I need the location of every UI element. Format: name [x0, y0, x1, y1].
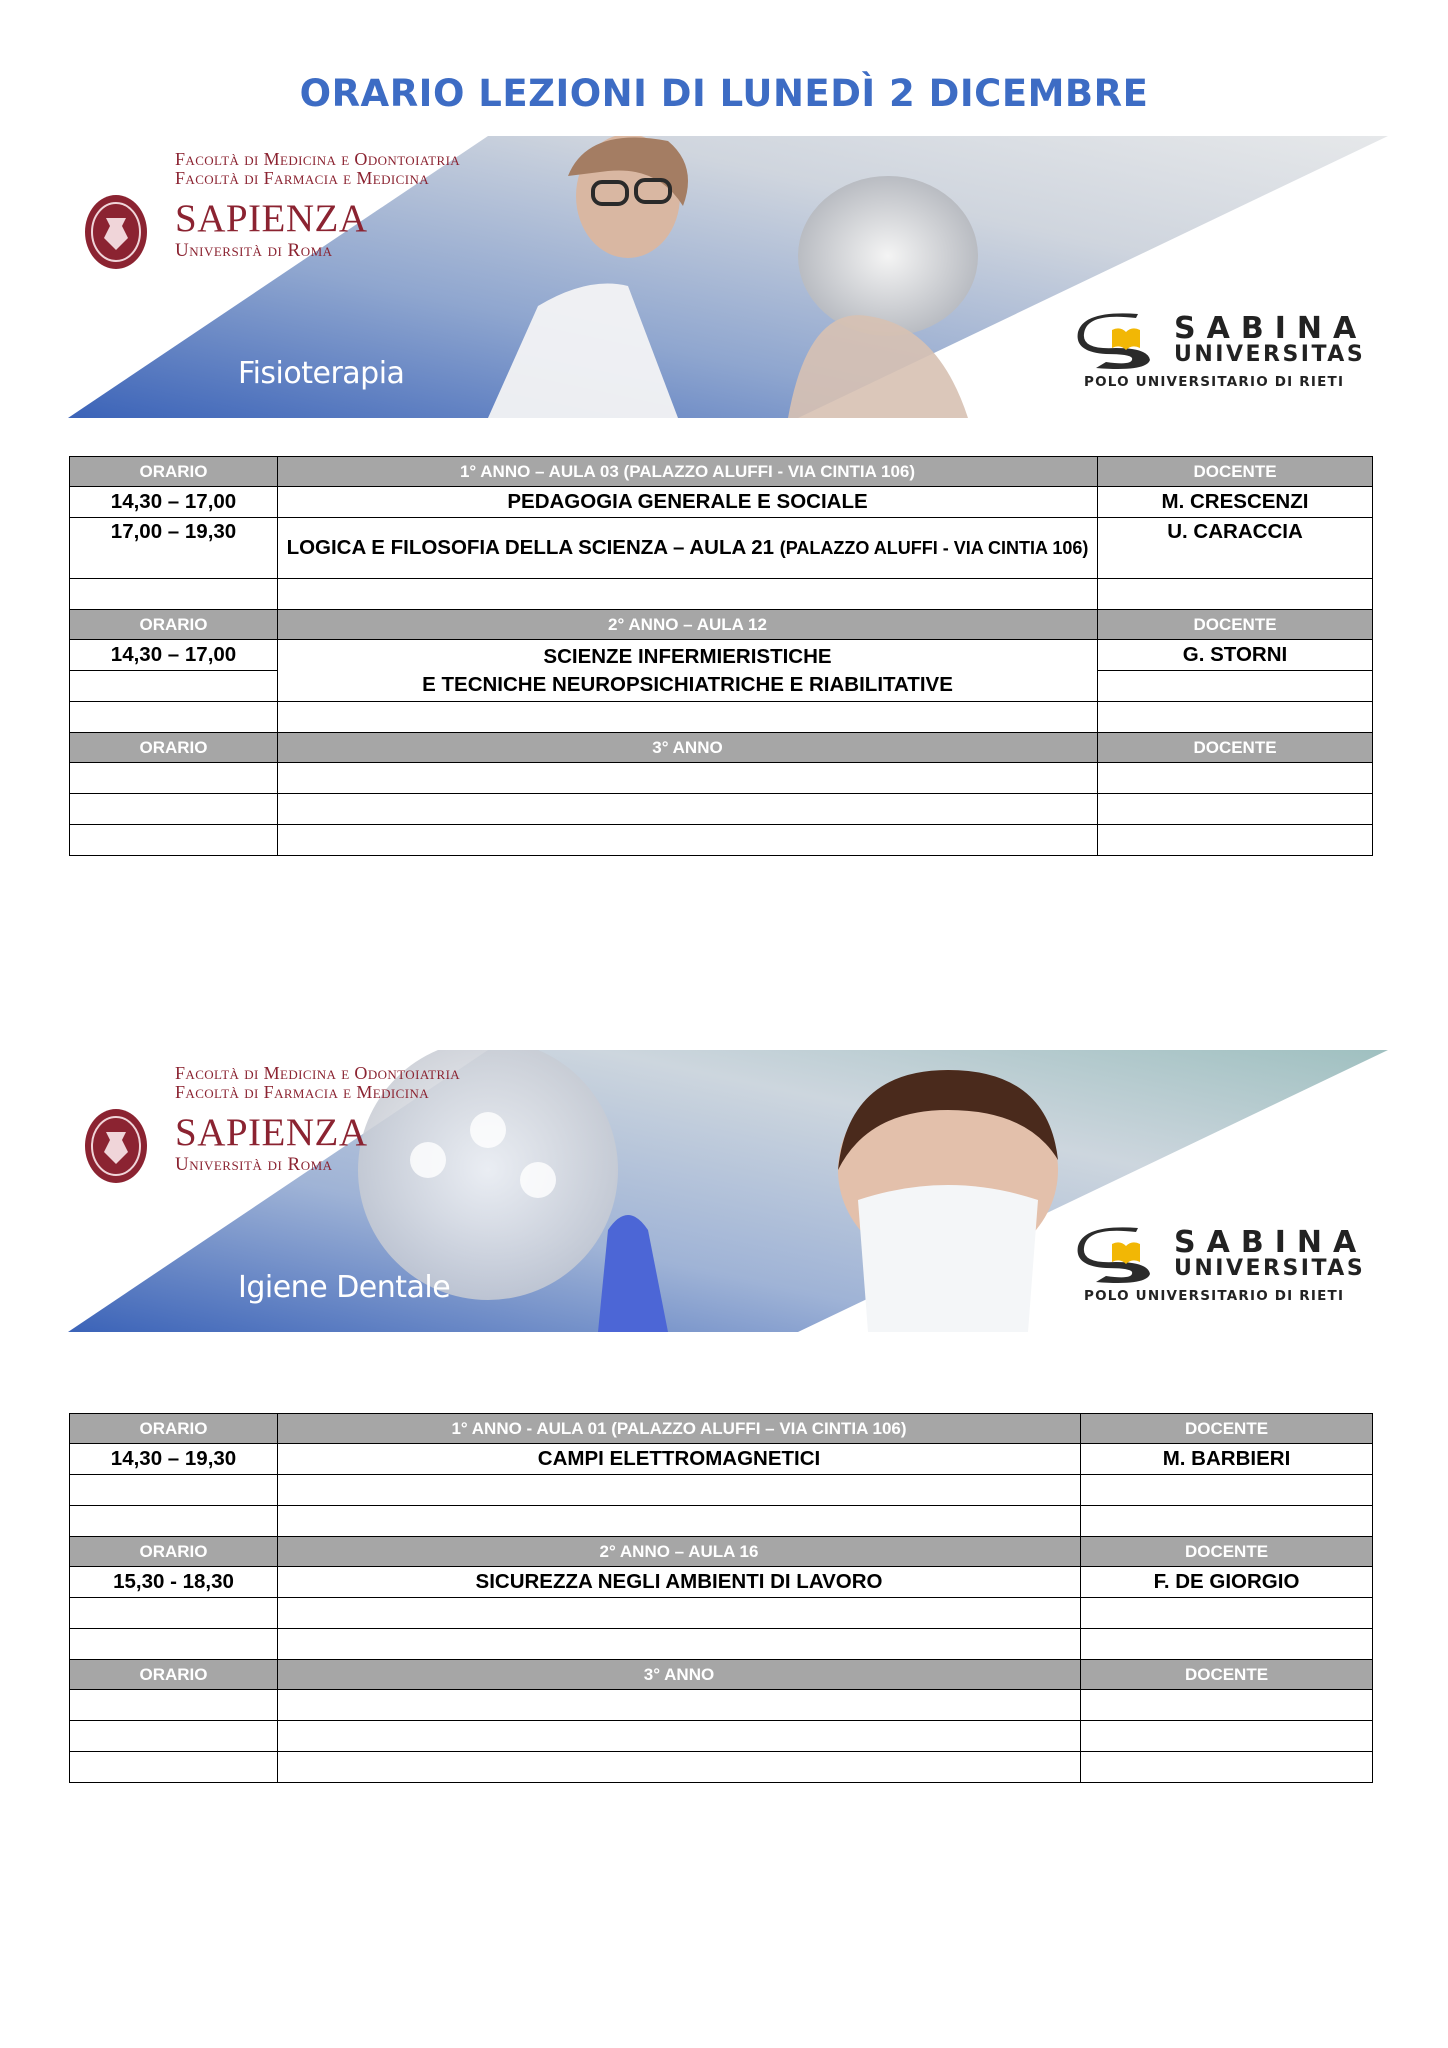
university-name: SAPIENZA: [175, 1111, 368, 1154]
faculty-line-2: Facoltà di Farmacia e Medicina: [175, 168, 430, 188]
table-row: [70, 1567, 1373, 1598]
sabina-name: SABINA: [1174, 311, 1368, 346]
table-row: [70, 487, 1373, 518]
table-row-empty: [70, 1629, 1373, 1660]
teacher-cell: U. CARACCIA: [1098, 518, 1373, 579]
subject-cell: CAMPI ELETTROMAGNETICI: [278, 1444, 1081, 1475]
time-cell: 17,00 – 19,30: [70, 518, 278, 579]
table-row-empty: [70, 1475, 1373, 1506]
subject-note: (PALAZZO ALUFFI - VIA CINTIA 106): [779, 538, 1089, 558]
subject-line-2: E TECNICHE NEUROPSICHIATRICHE E RIABILITATIVE: [422, 672, 953, 696]
schedule-table-fisioterapia: [69, 456, 1373, 856]
university-sub: Università di Roma: [175, 240, 333, 261]
header-docente: DOCENTE: [1098, 610, 1373, 640]
university-name: SAPIENZA: [175, 197, 368, 240]
table-header-row: [70, 1660, 1373, 1690]
faculty-line-1: Facoltà di Medicina e Odontoiatria: [175, 1063, 461, 1083]
header-orario: ORARIO: [70, 457, 278, 487]
teacher-cell: F. DE GIORGIO: [1081, 1567, 1373, 1598]
table-row: [70, 640, 1373, 671]
sabina-polo: POLO UNIVERSITARIO DI RIETI: [1084, 374, 1345, 390]
header-docente: DOCENTE: [1081, 1414, 1373, 1444]
course-name: Fisioterapia: [238, 356, 405, 391]
header-year: 2° ANNO – AULA 12: [278, 610, 1098, 640]
table-row-empty: [70, 579, 1373, 610]
table-row-empty: [70, 763, 1373, 794]
teacher-cell: M. CRESCENZI: [1098, 487, 1373, 518]
header-orario: ORARIO: [70, 1660, 278, 1690]
header-docente: DOCENTE: [1081, 1537, 1373, 1567]
course-name: Igiene Dentale: [238, 1270, 451, 1305]
table-row: [70, 518, 1373, 579]
header-docente: DOCENTE: [1098, 733, 1373, 763]
table-row-empty: [70, 825, 1373, 856]
time-cell: 14,30 – 19,30: [70, 1444, 278, 1475]
sabina-logo: [1076, 1226, 1396, 1306]
header-year: 2° ANNO – AULA 16: [278, 1537, 1081, 1567]
faculty-line-1: Facoltà di Medicina e Odontoiatria: [175, 149, 461, 169]
table-row-empty: [70, 1506, 1373, 1537]
header-year: 1° ANNO - AULA 01 (PALAZZO ALUFFI – VIA CINTIA 106): [278, 1414, 1081, 1444]
teacher-cell: G. STORNI: [1098, 640, 1373, 671]
header-docente: DOCENTE: [1098, 457, 1373, 487]
table-header-row: [70, 610, 1373, 640]
subject-cell: [278, 640, 1098, 702]
university-sub: Università di Roma: [175, 1154, 333, 1175]
banner-igiene-dentale: [68, 1050, 1388, 1332]
sabina-logo-icon: [1076, 1226, 1166, 1286]
table-header-row: [70, 1537, 1373, 1567]
header-orario: ORARIO: [70, 733, 278, 763]
subject-line-1: SCIENZE INFERMIERISTICHE: [543, 644, 832, 668]
table-header-row: [70, 733, 1373, 763]
teacher-cell: M. BARBIERI: [1081, 1444, 1373, 1475]
table-header-row: [70, 457, 1373, 487]
banner-fisioterapia: [68, 136, 1388, 418]
header-year: 1° ANNO – AULA 03 (PALAZZO ALUFFI - VIA CINTIA 106): [278, 457, 1098, 487]
time-cell: 15,30 - 18,30: [70, 1567, 278, 1598]
header-orario: ORARIO: [70, 610, 278, 640]
table-row: [70, 1444, 1373, 1475]
table-row-empty: [70, 794, 1373, 825]
table-header-row: [70, 1414, 1373, 1444]
table-row-empty: [70, 1752, 1373, 1783]
header-year: 3° ANNO: [278, 733, 1098, 763]
header-orario: ORARIO: [70, 1414, 278, 1444]
sapienza-seal: [84, 1108, 148, 1184]
subject-cell: SICUREZZA NEGLI AMBIENTI DI LAVORO: [278, 1567, 1081, 1598]
table-row-empty: [70, 1690, 1373, 1721]
sabina-sub: UNIVERSITAS: [1174, 1256, 1366, 1281]
table-row-empty: [70, 1721, 1373, 1752]
sabina-logo: [1076, 312, 1396, 392]
page-title: ORARIO LEZIONI DI LUNEDÌ 2 DICEMBRE: [299, 72, 1149, 115]
sapienza-seal: [84, 194, 148, 270]
faculty-line-2: Facoltà di Farmacia e Medicina: [175, 1082, 430, 1102]
table-row-empty: [70, 1598, 1373, 1629]
subject-cell: PEDAGOGIA GENERALE E SOCIALE: [278, 487, 1098, 518]
table-row-empty: [70, 702, 1373, 733]
header-year: 3° ANNO: [278, 1660, 1081, 1690]
subject-text: LOGICA E FILOSOFIA DELLA SCIENZA – AULA 21: [286, 536, 775, 559]
time-cell: 14,30 – 17,00: [70, 640, 278, 671]
header-docente: DOCENTE: [1081, 1660, 1373, 1690]
header-orario: ORARIO: [70, 1537, 278, 1567]
sabina-name: SABINA: [1174, 1225, 1368, 1260]
time-cell: 14,30 – 17,00: [70, 487, 278, 518]
sabina-logo-icon: [1076, 312, 1166, 372]
schedule-table-igiene-dentale: [69, 1413, 1373, 1783]
sabina-sub: UNIVERSITAS: [1174, 342, 1366, 367]
subject-cell: [278, 518, 1098, 579]
sabina-polo: POLO UNIVERSITARIO DI RIETI: [1084, 1288, 1345, 1304]
